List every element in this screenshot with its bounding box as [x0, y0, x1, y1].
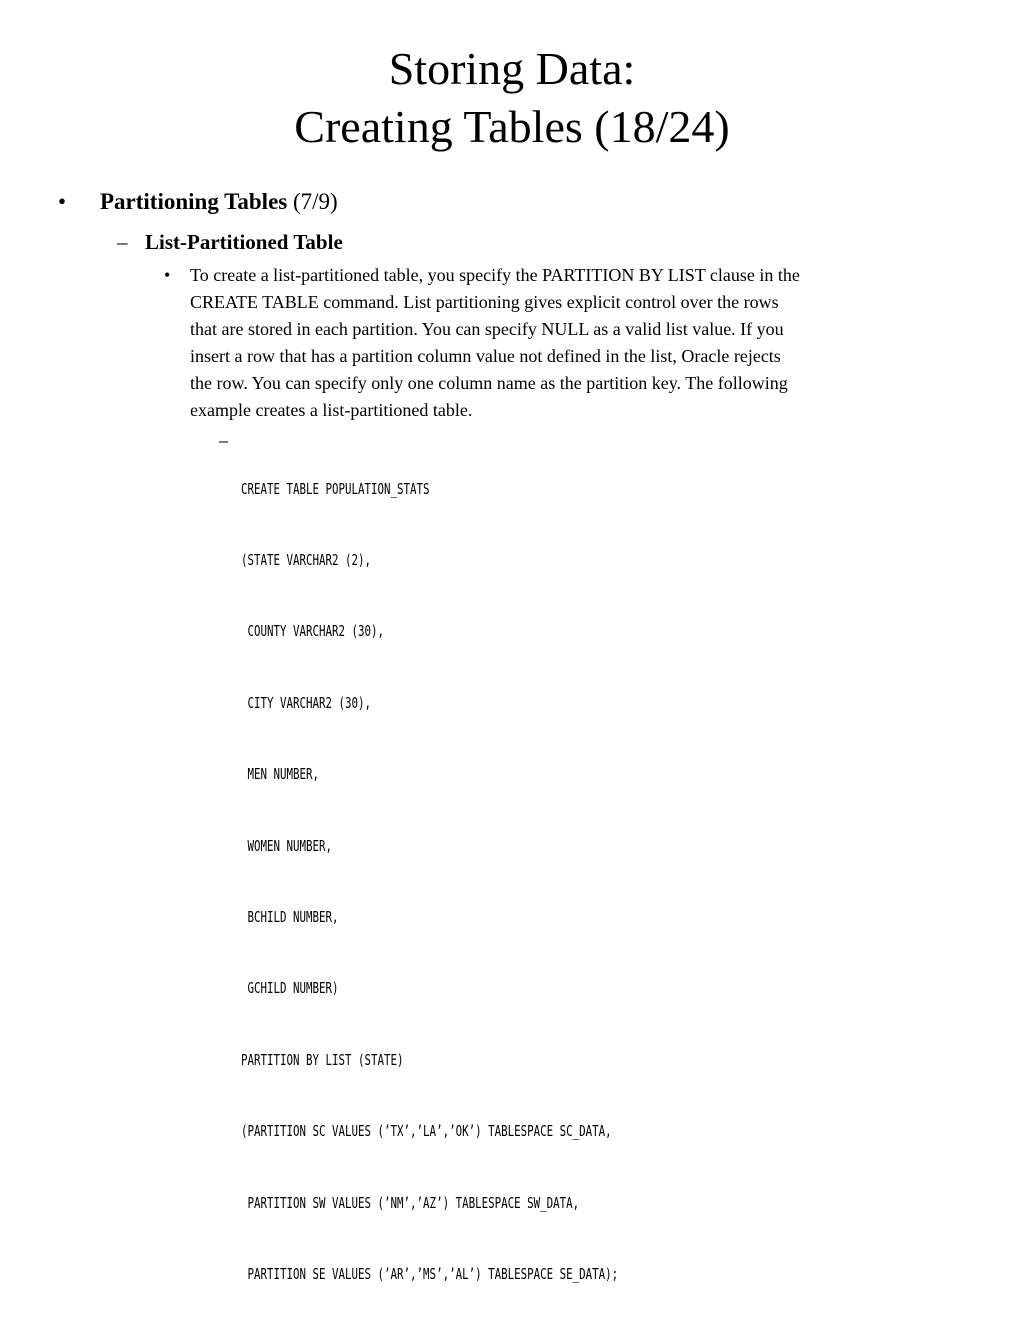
paragraph-line: that are stored in each partition. You can specify NULL as a valid list value. If you — [190, 319, 784, 339]
code-line: GCHILD NUMBER) — [241, 979, 339, 998]
dash-icon: – — [117, 230, 128, 254]
code-line: BCHILD NUMBER, — [241, 907, 339, 926]
code-line: CITY VARCHAR2 (30), — [241, 693, 372, 712]
paragraph-line: example creates a list-partitioned table. — [190, 400, 473, 420]
bullet-level-1-count: (7/9) — [287, 189, 338, 214]
paragraph-line: insert a row that has a partition column value not defined in the list, Oracle rejects — [190, 346, 781, 366]
bullet-level-3-paragraph — [190, 262, 974, 424]
paragraph-line: To create a list-partitioned table, you specify the PARTITION BY LIST clause in the — [190, 265, 800, 285]
bullet-level-1-text — [100, 186, 338, 218]
slide-title — [0, 40, 1024, 156]
bullet-level-1-bold: Partitioning Tables — [100, 189, 288, 214]
code-line: COUNTY VARCHAR2 (30), — [241, 622, 385, 641]
sql-code-block — [241, 430, 618, 1334]
code-line: (PARTITION SC VALUES (’TX’,’LA’,’OK’) TABLESPACE SC_DATA, — [241, 1122, 612, 1141]
bullet-dot-small-icon: • — [164, 265, 171, 285]
bullet-dot-icon: • — [58, 189, 67, 214]
code-line: (STATE VARCHAR2 (2), — [241, 550, 372, 569]
code-line: PARTITION BY LIST (STATE) — [241, 1050, 404, 1069]
slide-title-line-1: Storing Data: — [388, 43, 636, 94]
paragraph-line: the row. You can specify only one column name as the partition key. The following — [190, 373, 788, 393]
code-line: WOMEN NUMBER, — [241, 836, 333, 855]
code-line: PARTITION SE VALUES (’AR’,’MS’,’AL’) TABLESPACE SE_DATA); — [241, 1264, 619, 1283]
bullet-level-2-text: List-Partitioned Table — [145, 230, 343, 254]
slide-title-line-2: Creating Tables (18/24) — [294, 101, 730, 152]
code-line: MEN NUMBER, — [241, 765, 320, 784]
code-line: PARTITION SW VALUES (’NM’,’AZ’) TABLESPACE SW_DATA, — [241, 1193, 580, 1212]
paragraph-line: CREATE TABLE command. List partitioning gives explicit control over the rows — [190, 292, 779, 312]
code-line: CREATE TABLE POPULATION_STATS — [241, 479, 430, 498]
dash-small-icon: – — [219, 432, 229, 450]
